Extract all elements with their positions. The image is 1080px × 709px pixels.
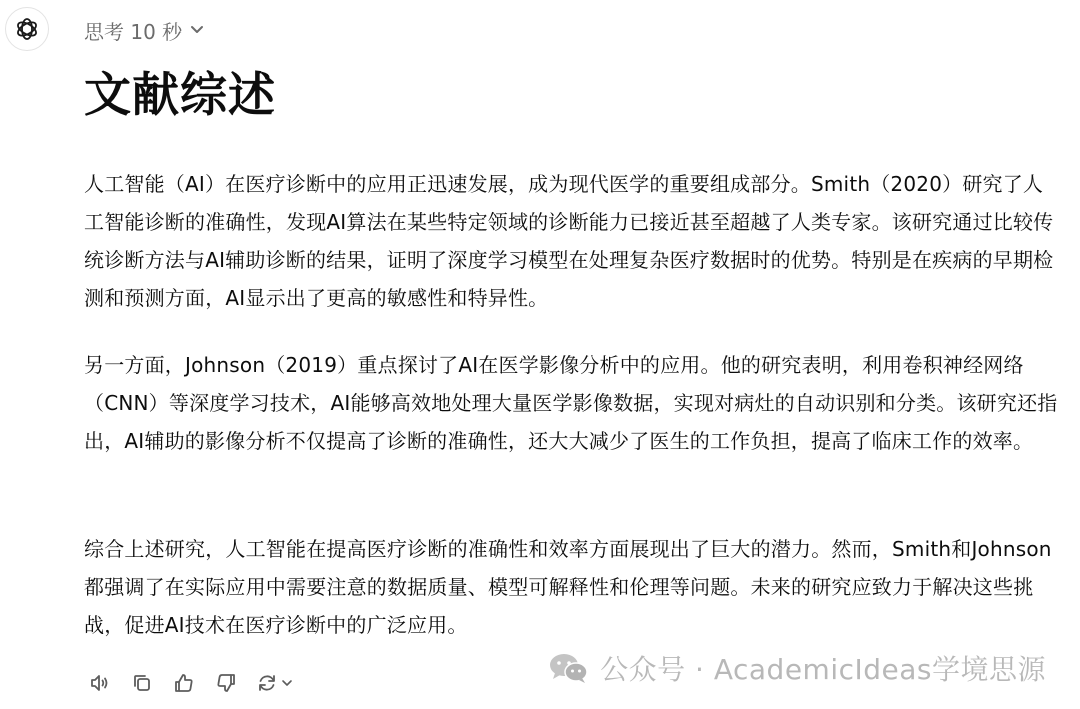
- thinking-toggle[interactable]: [84, 14, 204, 46]
- regenerate-button[interactable]: [252, 667, 296, 699]
- paragraph-3: 综合上述研究，人工智能在提高医疗诊断的准确性和效率方面展现出了巨大的潜力。然而，Smith和Johnson都强调了在实际应用中需要注意的数据质量、模型可解释性和伦理等问题。未来的研究应致力于解决这些挑战，促进AI技术在医疗诊断中的广泛应用。: [84, 537, 1052, 637]
- thumbs-down-button[interactable]: [210, 667, 242, 699]
- chevron-down-icon: [190, 25, 204, 35]
- thinking-label: 思考 10 秒: [84, 19, 183, 44]
- read-aloud-icon: [88, 671, 112, 695]
- paragraph-2: 另一方面，Johnson（2019）重点探讨了AI在医学影像分析中的应用。他的研究表明，利用卷积神经网络（CNN）等深度学习技术，AI能够高效地处理大量医学影像数据，实现对病灶的自动识别和分类。该研究还指出，AI辅助的影像分析不仅提高了诊断的准确性，还大大减少了医生的工作负担，提高了临床工作的效率。: [84, 353, 1058, 453]
- watermark: [548, 648, 1046, 688]
- wechat-icon: [548, 651, 590, 685]
- openai-logo-icon: [14, 16, 40, 42]
- paragraph-1: 人工智能（AI）在医疗诊断中的应用正迅速发展，成为现代医学的重要组成部分。Smith（2020）研究了人工智能诊断的准确性，发现AI算法在某些特定领域的诊断能力已接近甚至超越了人类专家。该研究通过比较传统诊断方法与AI辅助诊断的结果，证明了深度学习模型在处理复杂医疗数据时的优势。特别是在疾病的早期检测和预测方面，AI显示出了更高的敏感性和特异性。: [84, 172, 1054, 310]
- assistant-avatar: [5, 7, 49, 51]
- thumbs-down-icon: [214, 671, 238, 695]
- thumbs-up-button[interactable]: [168, 667, 200, 699]
- message-actions: [84, 667, 296, 699]
- copy-button[interactable]: [126, 667, 158, 699]
- thumbs-up-icon: [172, 671, 196, 695]
- regenerate-icon: [255, 671, 279, 695]
- copy-icon: [130, 671, 154, 695]
- document-title: 文献综述: [84, 68, 276, 123]
- read-aloud-button[interactable]: [84, 667, 116, 699]
- chevron-down-icon: [281, 677, 293, 689]
- watermark-text: 公众号 · AcademicIdeas学境思源: [600, 653, 1046, 686]
